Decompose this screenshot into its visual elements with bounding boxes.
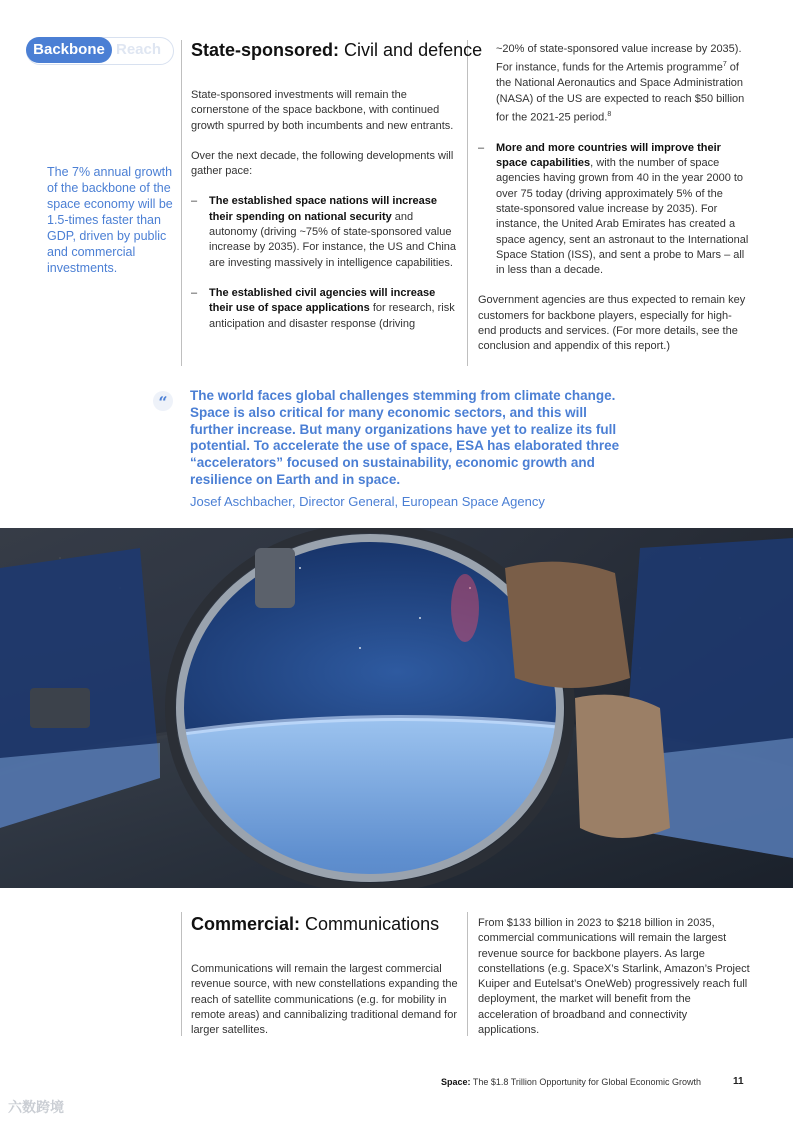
list-item-bold: The established civil agencies will increase their use of space applications — [209, 286, 436, 315]
commercial-column-2 — [478, 916, 750, 1053]
text-span: of the National Aeronautics and Space Administration (NASA) of the US are expected to reach $50 billion for the 2021-25 period. — [496, 61, 745, 124]
cupola-illustration — [0, 528, 793, 888]
title-rest: Civil and defence — [339, 40, 483, 60]
section-title-commercial — [191, 914, 439, 935]
paragraph: State-sponsored investments will remain the cornerstone of the space backbone, with continued growth spurred by both incumbents and new entrants. — [191, 89, 454, 132]
quote-attribution: Josef Aschbacher, Director General, European Space Agency — [190, 494, 545, 509]
section-title-state — [191, 40, 482, 61]
title-rest: Communications — [300, 914, 440, 934]
continued-text — [478, 42, 750, 126]
paragraph: Communications will remain the largest commercial revenue source, with new constellations expanding the reach of satellite communications (e.g. for mobility in remote areas) and cannibalizing traditional demand for larger satellites. — [191, 963, 458, 1037]
quote-icon: “ — [153, 391, 173, 411]
tag-backbone[interactable]: Backbone — [26, 37, 112, 63]
pull-quote: The world faces global challenges stemming from climate change. Space is also critical for many economic sectors, and this will further increase. But many organizations have yet to realize its full potential. To accelerate the use of space, ESA has elaborated three “accelerators” focused on sustainability, economic growth and resilience on Earth and in space. — [190, 388, 620, 487]
title-bold: State-sponsored: — [191, 40, 340, 60]
divider-left — [181, 40, 182, 366]
tag-reach[interactable]: Reach — [116, 41, 162, 58]
footer-text: The $1.8 Trillion Opportunity for Global Economic Growth — [470, 1077, 701, 1087]
footer-bold: Space: — [441, 1077, 471, 1087]
column-2 — [478, 42, 750, 355]
side-note: The 7% annual growth of the backbone of the space economy will be 1.5-times faster than GDP, driven by public and commercial investments. — [47, 165, 173, 275]
footnote-ref[interactable]: 7 — [722, 61, 727, 69]
list-item — [478, 141, 750, 279]
paragraph: Government agencies are thus expected to remain key customers for backbone players, especially for high-end products and services. (For more details, see the conclusion and appendix of this report.) — [478, 294, 746, 353]
footnote-ref[interactable]: 8 — [607, 110, 612, 118]
title-bold: Commercial: — [191, 914, 301, 934]
paragraph: From $133 billion in 2023 to $218 billion in 2035, commercial communications will remain the largest revenue source for backbone players. As large constellations (e.g. SpaceX’s Starlink, Amazon’s Project Kuiper and Eutelsat’s OneWeb) progressively reach full deployment, the market will benefit from the acceleration of broadband and connectivity applications. — [478, 917, 750, 1037]
paragraph: Over the next decade, the following developments will gather pace: — [191, 149, 454, 178]
watermark-logo: 六数跨境 — [8, 1099, 64, 1115]
divider-mid — [467, 40, 468, 366]
page-number: 11 — [733, 1076, 744, 1087]
divider-mid-2 — [467, 912, 468, 1036]
list-item-text: , with the number of space agencies having grown from 40 in the year 2000 to over 75 today (driving approximately 5% of the state-sponsored value increase by 2035). For instance, the United Arab Emirates has created a space agency, sent an astronaut to the International Space Station (ISS), and sent a probe to Mars – all in less than a decade. — [496, 157, 749, 277]
commercial-column-1 — [191, 962, 459, 1053]
list-item-text: for research, risk anticipation and disaster response (driving — [209, 302, 455, 330]
space-station-image — [0, 528, 793, 888]
list-item — [191, 194, 459, 270]
divider-left-2 — [181, 912, 182, 1036]
list-item-text: and autonomy (driving ~75% of state-sponsored value increase by 2035). For instance, the US and China are investing massively in intelligence capabilities. — [209, 210, 457, 269]
list-item-bold: More and more countries will improve their space capabilities — [496, 141, 721, 170]
list-item — [191, 286, 459, 332]
page-footer — [441, 1077, 701, 1087]
list-item-bold: The established space nations will increase their spending on national security — [209, 195, 438, 223]
column-1 — [191, 88, 459, 347]
text-span: ~20% of state-sponsored value increase by 2035). For instance, funds for the Artemis programme — [496, 43, 742, 74]
